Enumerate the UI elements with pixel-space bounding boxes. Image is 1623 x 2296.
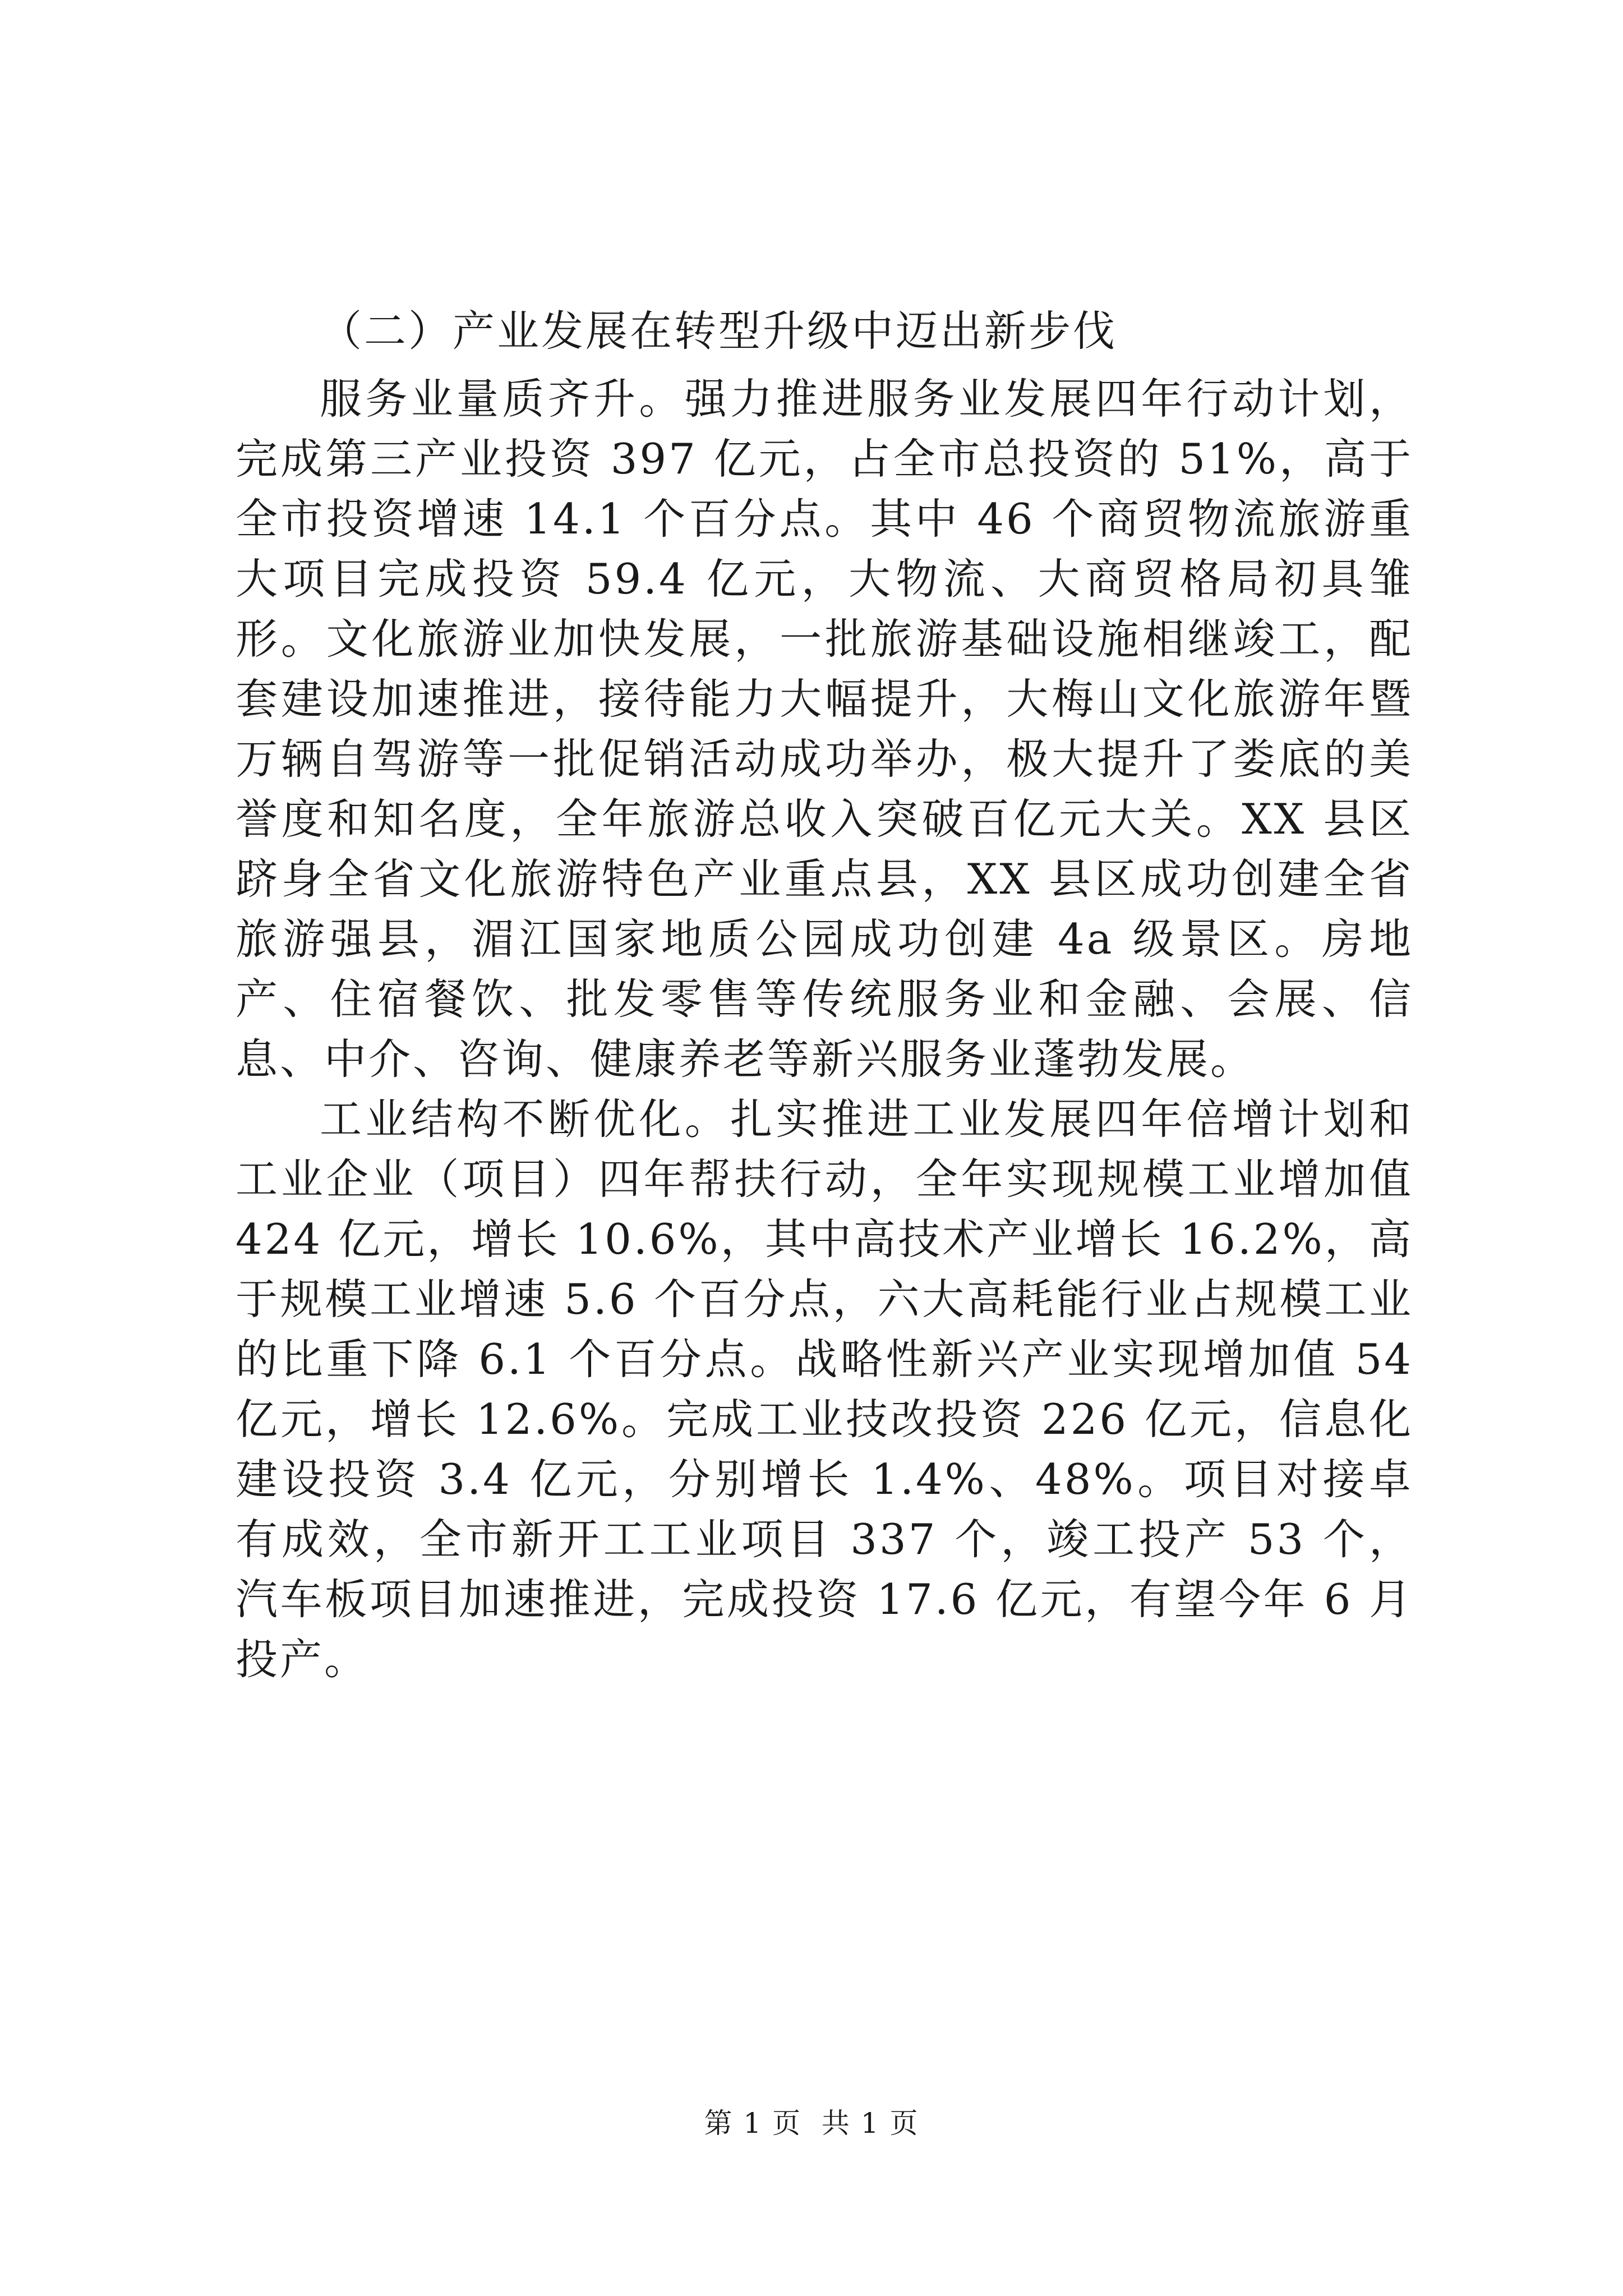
paragraph-services: 服务业量质齐升。强力推进服务业发展四年行动计划，完成第三产业投资 397 亿元，占全市总投资的 51%，高于全市投资增速 14.1 个百分点。其中 46 个商贸物流旅游重大项目完成投资 59.4 亿元，大物流、大商贸格局初具雏形。文化旅游业加快发展，一批旅游基础设施相继竣工，配套建设加速推进，接待能力大幅提升，大梅山文化旅游年暨万辆自驾游等一批促销活动成功举办，极大提升了娄底的美誉度和知名度，全年旅游总收入突破百亿元大关。XX 县区跻身全省文化旅游特色产业重点县，XX 县区成功创建全省旅游强县，湄江国家地质公园成功创建 4a 级景区。房地产、住宿餐饮、批发零售等传统服务业和金融、会展、信息、中介、咨询、健康养老等新兴服务业蓬勃发展。 xyxy=(236,374,1413,1084)
page-footer: 第 1 页 共 1 页 xyxy=(704,2107,919,2139)
paragraph-industry: 工业结构不断优化。扎实推进工业发展四年倍增计划和工业企业（项目）四年帮扶行动，全年实现规模工业增加值 424 亿元，增长 10.6%，其中高技术产业增长 16.2%，高于规模工业增速 5.6 个百分点，六大高耗能行业占规模工业的比重下降 6.1 个百分点。战略性新兴产业实现增加值 54 亿元，增长 12.6%。完成工业技改投资 226 亿元，信息化建设投资 3.4 亿元，分别增长 1.4%、48%。项目对接卓有成效，全市新开工工业项目 337 个，竣工投产 53 个，汽车板项目加速推进，完成投资 17.6 亿元，有望今年 6 月投产。 xyxy=(236,1094,1413,1684)
document-body xyxy=(236,303,1413,1690)
section-heading: （二）产业发展在转型升级中迈出新步伐 xyxy=(320,306,1118,356)
